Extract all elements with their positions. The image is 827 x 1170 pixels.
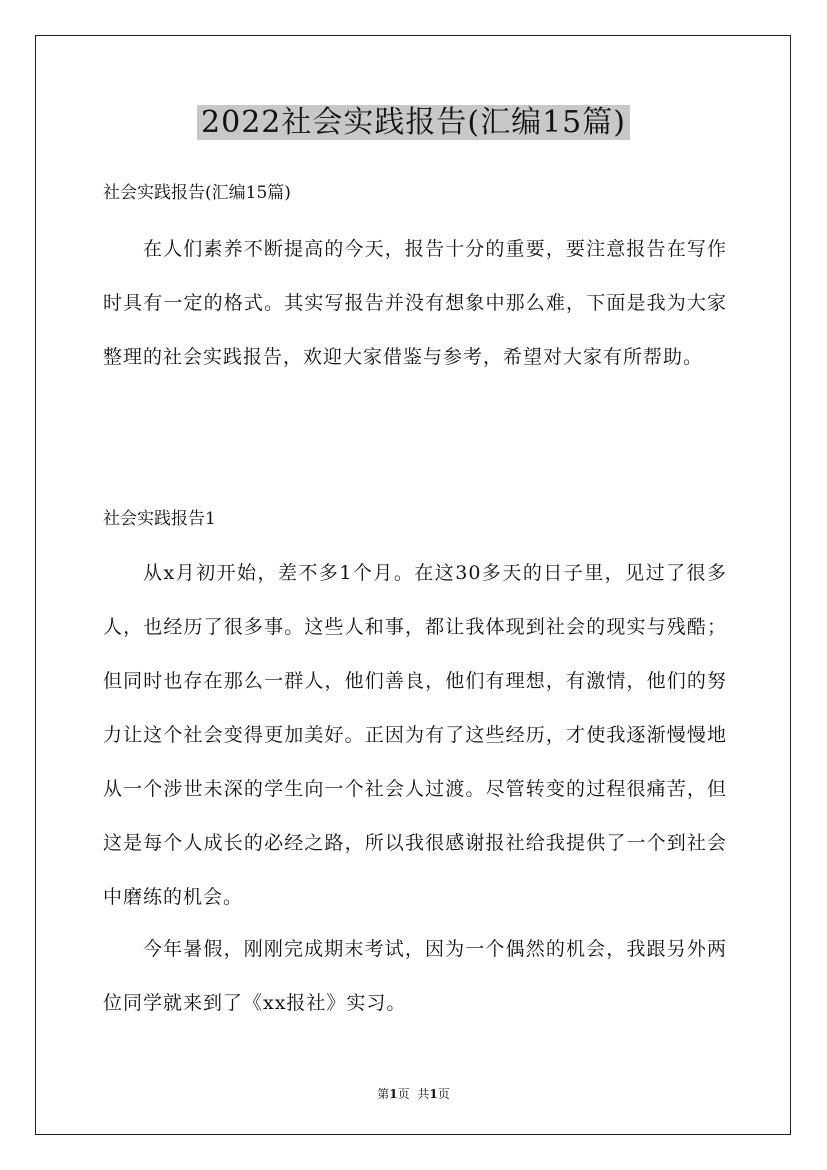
total-label-prefix: 共 xyxy=(417,1087,430,1101)
body-paragraph-2: 今年暑假，刚刚完成期末考试，因为一个偶然的机会，我跟另外两位同学就来到了《xx报社》实习。 xyxy=(103,938,727,1014)
document-title xyxy=(0,104,827,142)
total-pages: 1 xyxy=(429,1087,438,1101)
section-heading: 社会实践报告1 xyxy=(103,509,216,529)
total-label-suffix: 页 xyxy=(437,1087,450,1101)
intro-paragraph: 在人们素养不断提高的今天，报告十分的重要，要注意报告在写作时具有一定的格式。其实写报告并没有想象中那么难，下面是我为大家整理的社会实践报告，欢迎大家借鉴与参考，希望对大家有所帮助。 xyxy=(103,238,727,368)
page-number: 1 xyxy=(389,1087,398,1101)
page-footer xyxy=(0,1085,827,1102)
page-label-prefix: 第 xyxy=(377,1087,390,1101)
document-title-text: 2022社会实践报告(汇编15篇) xyxy=(197,105,630,140)
body-paragraph-1: 从x月初开始，差不多1个月。在这30多天的日子里，见过了很多人，也经历了很多事。这些人和事，都让我体现到社会的现实与残酷；但同时也存在那么一群人，他们善良，他们有理想，有激情，他们的努力让这个社会变得更加美好。正因为有了这些经历，才使我逐渐慢慢地从一个涉世未深的学生向一个社会人过渡。尽管转变的过程很痛苦，但这是每个人成长的必经之路，所以我很感谢报社给我提供了一个到社会中磨练的机会。 xyxy=(103,562,727,908)
document-subtitle: 社会实践报告(汇编15篇) xyxy=(103,183,291,203)
page-label-suffix: 页 xyxy=(397,1087,410,1101)
